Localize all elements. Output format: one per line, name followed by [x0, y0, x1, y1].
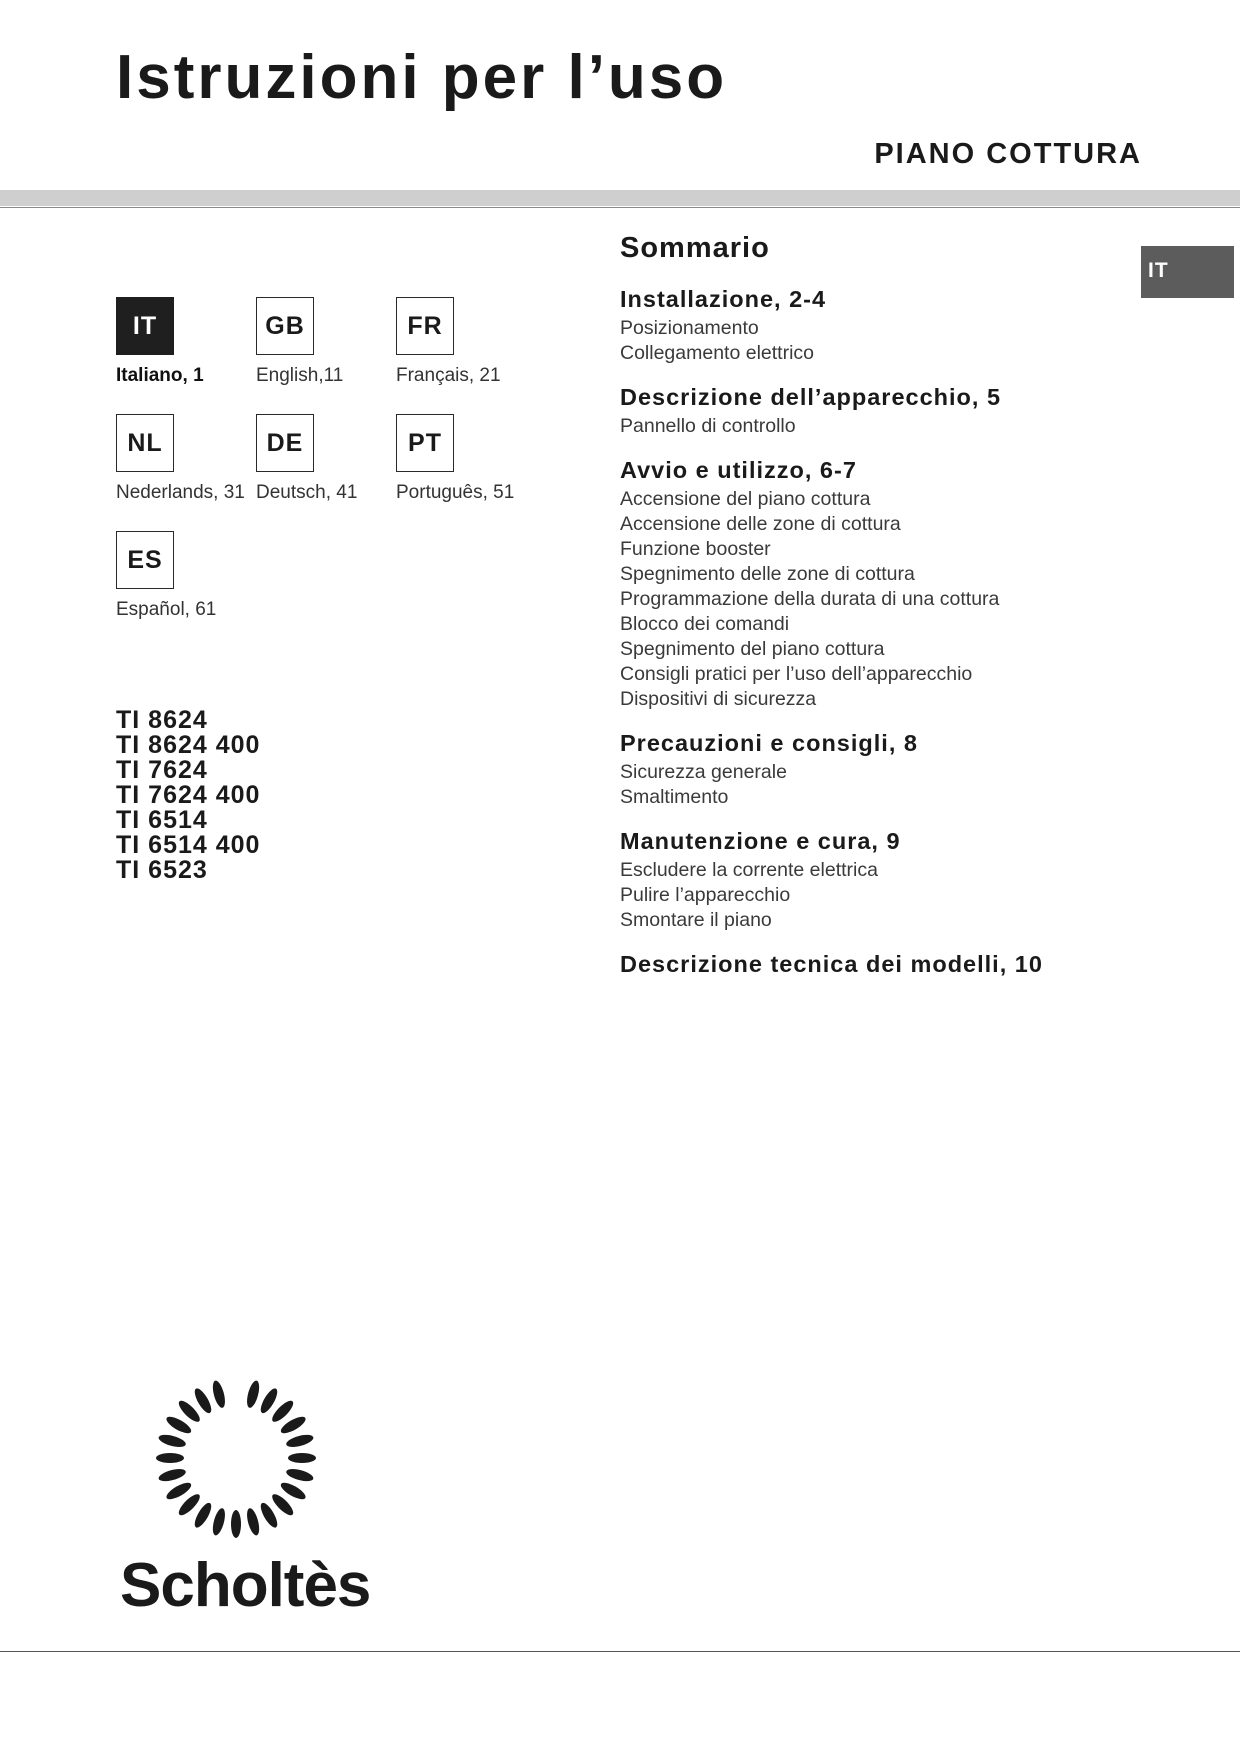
toc-section-title: Manutenzione e cura, 9 — [620, 828, 901, 854]
sun-ray — [157, 1467, 187, 1484]
toc-subitem: Dispositivi di sicurezza — [620, 688, 817, 710]
toc-subitem: Pulire l’apparecchio — [620, 884, 791, 906]
toc-section-title: Avvio e utilizzo, 6-7 — [620, 457, 857, 483]
language-option-gb[interactable] — [256, 297, 343, 387]
sun-icon — [118, 1368, 358, 1548]
language-label: Nederlands, 31 — [116, 482, 245, 503]
language-selector — [116, 297, 516, 637]
toc-section-title: Descrizione dell’apparecchio, 5 — [620, 384, 1002, 410]
model-name: TI 6514 400 — [116, 831, 261, 859]
language-option-de[interactable] — [256, 414, 357, 504]
language-label: Português, 51 — [396, 482, 515, 503]
footer-divider — [0, 1651, 1240, 1652]
model-name: TI 7624 — [116, 756, 208, 784]
toc-subitem: Accensione delle zone di cottura — [620, 513, 901, 535]
toc-subitem: Posizionamento — [620, 317, 759, 339]
toc-subitem: Accensione del piano cottura — [620, 488, 871, 510]
language-code-box: IT — [116, 297, 174, 355]
sun-ray — [157, 1432, 187, 1449]
header-band — [0, 190, 1240, 206]
toc-subitem: Smontare il piano — [620, 909, 772, 931]
toc-section — [620, 282, 1140, 366]
toc-section — [620, 824, 1140, 933]
sun-ray — [285, 1467, 315, 1484]
language-option-fr[interactable] — [396, 297, 501, 387]
toc-subitem: Escludere la corrente elettrica — [620, 859, 878, 881]
toc-section-title: Installazione, 2-4 — [620, 286, 827, 312]
model-name: TI 8624 — [116, 706, 208, 734]
toc-section — [620, 453, 1140, 712]
toc-section — [620, 726, 1140, 810]
header-divider — [0, 207, 1240, 208]
sun-ray — [210, 1507, 227, 1537]
brand-wordmark: Scholtès — [120, 1551, 371, 1620]
toc-subitem: Consigli pratici per l’uso dell’apparecchio — [620, 663, 973, 685]
model-name: TI 6514 — [116, 806, 208, 834]
language-label: Deutsch, 41 — [256, 482, 358, 503]
language-code-box: PT — [396, 414, 454, 472]
language-code-box: ES — [116, 531, 174, 589]
toc-subitem: Blocco dei comandi — [620, 613, 790, 635]
sun-ray — [288, 1453, 316, 1463]
toc-subitem: Pannello di controllo — [620, 415, 796, 437]
sun-ray — [156, 1453, 184, 1463]
table-of-contents — [620, 232, 1140, 995]
toc-subitem: Spegnimento del piano cottura — [620, 638, 885, 660]
language-code-box: FR — [396, 297, 454, 355]
language-option-pt[interactable] — [396, 414, 514, 504]
sun-ray — [245, 1379, 262, 1409]
language-option-nl[interactable] — [116, 414, 245, 504]
product-category: PIANO COTTURA — [874, 138, 1142, 170]
language-label: English,11 — [256, 365, 344, 386]
toc-subitem: Smaltimento — [620, 786, 729, 808]
toc-subitem: Funzione booster — [620, 538, 771, 560]
model-name: TI 7624 400 — [116, 781, 261, 809]
language-code-box: GB — [256, 297, 314, 355]
language-code-box: DE — [256, 414, 314, 472]
sun-ray — [210, 1379, 227, 1409]
language-code-box: NL — [116, 414, 174, 472]
toc-subitem: Spegnimento delle zone di cottura — [620, 563, 915, 585]
toc-subitem: Sicurezza generale — [620, 761, 787, 783]
language-label: Italiano, 1 — [116, 365, 204, 386]
sun-ray — [285, 1432, 315, 1449]
language-option-es[interactable] — [116, 531, 216, 621]
model-name: TI 8624 400 — [116, 731, 261, 759]
sun-ray — [231, 1510, 241, 1538]
toc-section — [620, 947, 1140, 981]
toc-sections — [620, 282, 1140, 981]
language-option-it[interactable] — [116, 297, 204, 387]
toc-section — [620, 380, 1140, 439]
toc-section-title: Precauzioni e consigli, 8 — [620, 730, 918, 756]
model-list — [116, 708, 260, 883]
toc-heading: Sommario — [620, 232, 770, 264]
toc-subitem: Programmazione della durata di una cottura — [620, 588, 1000, 610]
model-name: TI 6523 — [116, 856, 208, 884]
language-label: Español, 61 — [116, 599, 217, 620]
language-side-tab: IT — [1141, 246, 1234, 298]
toc-subitem: Collegamento elettrico — [620, 342, 815, 364]
toc-section-title: Descrizione tecnica dei modelli, 10 — [620, 951, 1043, 977]
sun-ray — [245, 1507, 262, 1537]
document-title: Istruzioni per l’uso — [116, 43, 728, 112]
brand-logo — [118, 1368, 371, 1620]
language-label: Français, 21 — [396, 365, 501, 386]
